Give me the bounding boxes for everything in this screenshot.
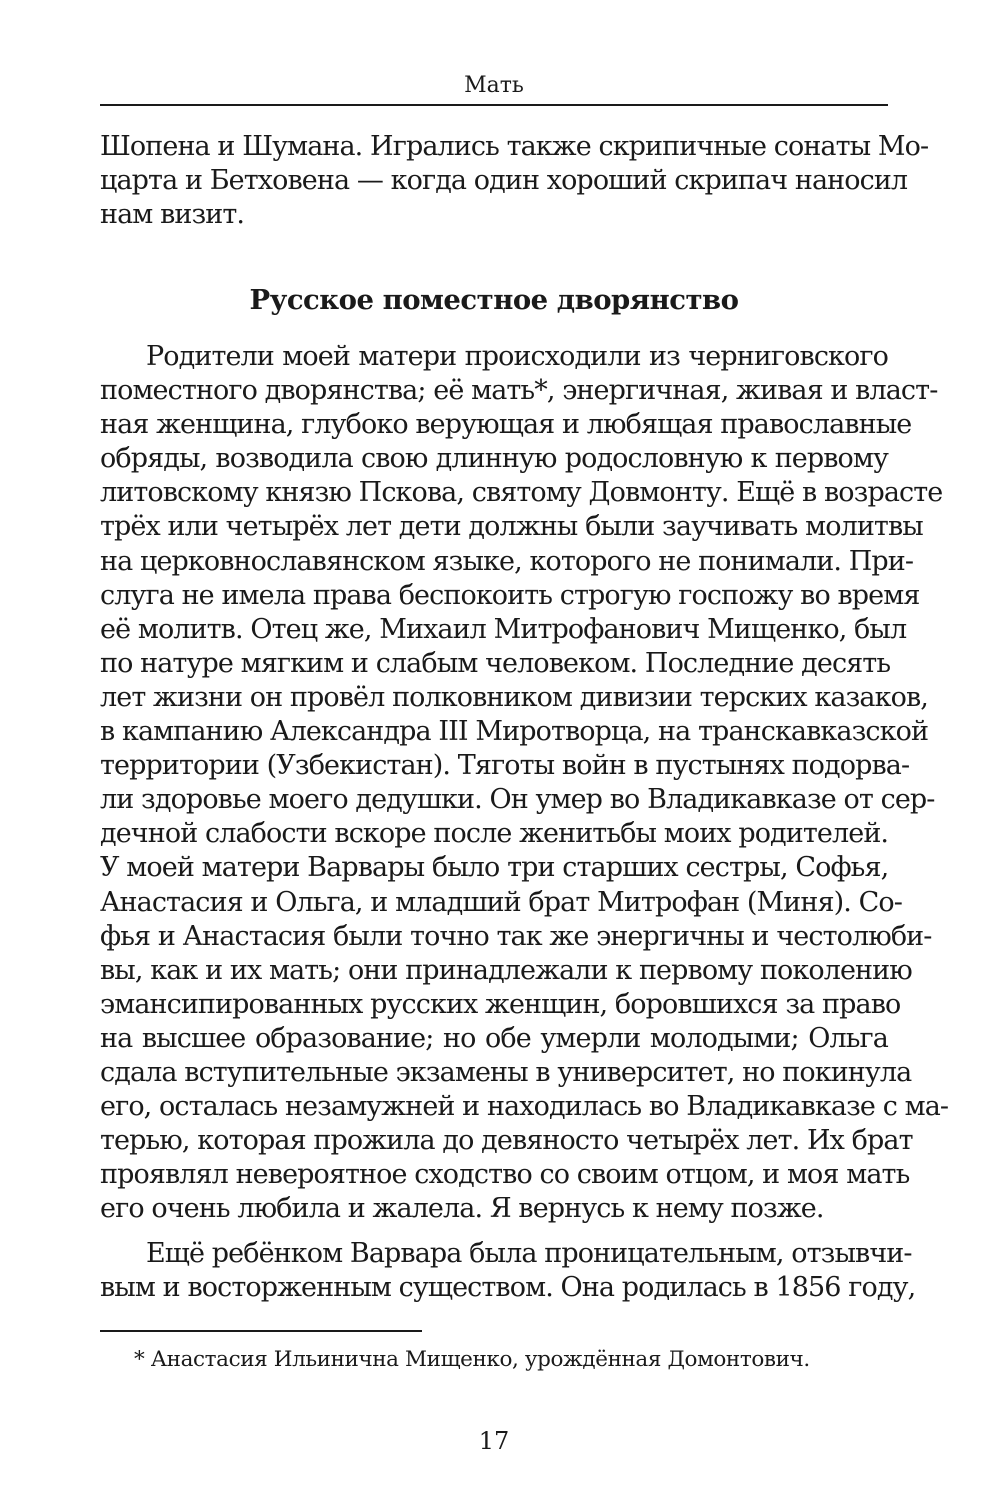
text-line: проявлял невероятное сходство со своим отцом, и моя мать xyxy=(100,1159,910,1191)
text-line: эмансипированных русских женщин, боровшихся за право xyxy=(100,988,901,1020)
text-line: сдала вступительные экзамены в университет, но покинула xyxy=(100,1056,912,1088)
text-line: вым и восторженным существом. Она родилась в 1856 году, xyxy=(100,1272,916,1304)
text-line: лет жизни он провёл полковником дивизии терских казаков, xyxy=(100,681,928,713)
text-line: ли здоровье моего дедушки. Он умер во Владикавказе от сер- xyxy=(100,784,935,816)
paragraph-1 xyxy=(100,340,949,1226)
text-line: обряды, возводила свою длинную родословную к первому xyxy=(100,443,888,475)
text-line: царта и Бетховена — когда один хороший скрипач наносил xyxy=(100,165,908,197)
text-line: Родители моей матери происходили из черниговского xyxy=(146,341,888,372)
text-line: его, осталась незамужней и находилась во Владикавказе с ма- xyxy=(100,1091,949,1123)
footnote-rule xyxy=(100,1330,422,1332)
text-line: поместного дворянства; её мать*, энергичная, живая и власт- xyxy=(100,375,938,407)
intro-paragraph xyxy=(100,130,929,232)
text-line: на церковнославянском языке, которого не понимали. При- xyxy=(100,545,914,577)
paragraph-2 xyxy=(100,1237,916,1305)
text-line: Шопена и Шумана. Игрались также скрипичные сонаты Мо- xyxy=(100,131,929,162)
text-line: вы, как и их мать; они принадлежали к первому поколению xyxy=(100,954,912,986)
page-number: 17 xyxy=(478,1427,510,1455)
text-line: по натуре мягким и слабым человеком. Последние десять xyxy=(100,647,891,679)
text-line: Ещё ребёнком Варвара была проницательным, отзывчи- xyxy=(146,1238,912,1269)
footnote: * Анастасия Ильинична Мищенко, урождённая Домонтович. xyxy=(134,1347,810,1372)
running-head: Мать xyxy=(464,73,524,98)
text-line: в кампанию Александра III Миротворца, на транскавказской xyxy=(100,716,929,748)
text-line: Анастасия и Ольга, и младший брат Митрофан (Миня). Со- xyxy=(100,886,902,918)
text-line: территории (Узбекистан). Тяготы войн в пустынях подорва- xyxy=(100,750,910,782)
text-line: литовскому князю Пскова, святому Довмонту. Ещё в возрасте xyxy=(100,477,943,509)
text-line: ная женщина, глубоко верующая и любящая православные xyxy=(100,409,912,441)
text-line: её молитв. Отец же, Михаил Митрофанович Мищенко, был xyxy=(100,613,907,645)
text-line: его очень любила и жалела. Я вернусь к нему позже. xyxy=(100,1193,824,1225)
text-line: У моей матери Варвары было три старших сестры, Софья, xyxy=(100,852,889,884)
section-heading: Русское поместное дворянство xyxy=(249,284,739,316)
text-line: фья и Анастасия были точно так же энергичны и честолюби- xyxy=(100,920,932,952)
text-line: нам визит. xyxy=(100,199,245,231)
text-line: терью, которая прожила до девяносто четырёх лет. Их брат xyxy=(100,1125,913,1157)
text-line: слуга не имела права беспокоить строгую госпожу во время xyxy=(100,579,920,611)
text-line: дечной слабости вскоре после женитьбы моих родителей. xyxy=(100,818,889,850)
text-line: на высшее образование; но обе умерли молодыми; Ольга xyxy=(100,1022,888,1054)
text-line: трёх или четырёх лет дети должны были заучивать молитвы xyxy=(100,511,923,543)
header-rule xyxy=(100,104,888,106)
